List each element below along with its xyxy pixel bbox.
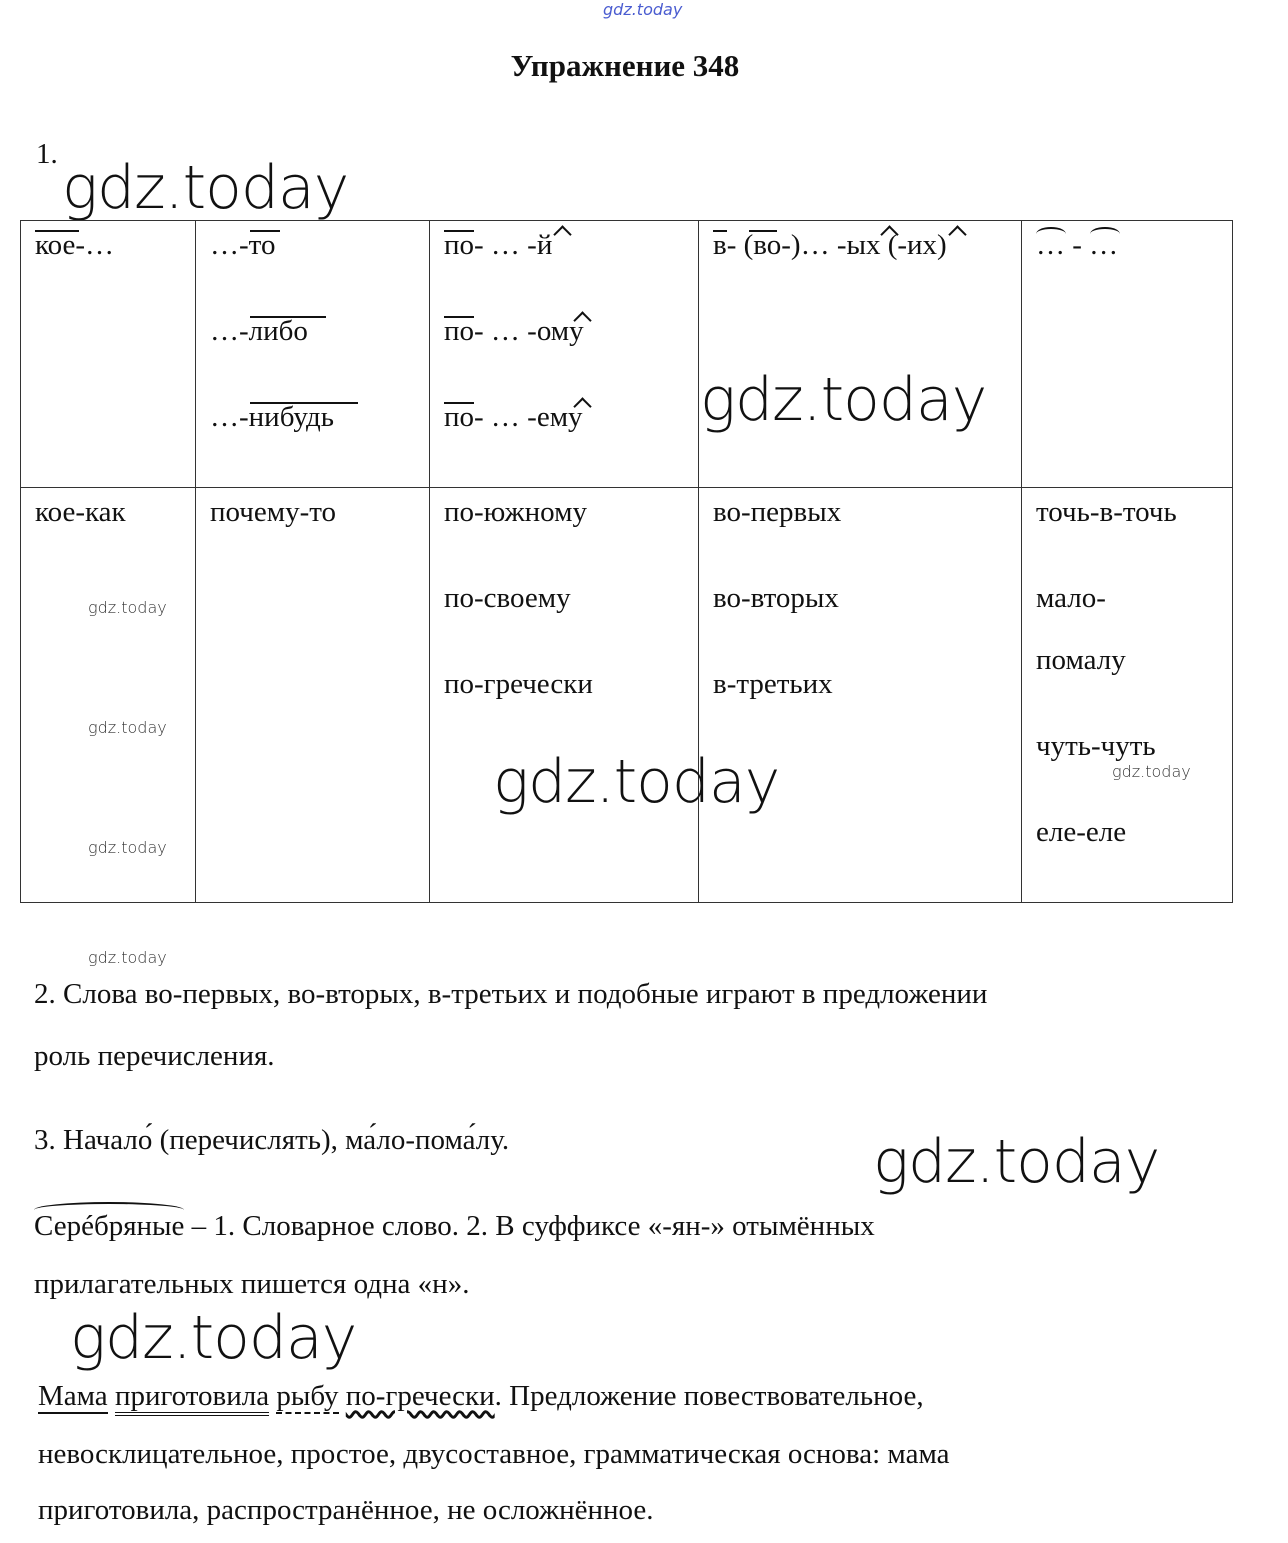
example-word: чуть-чуть bbox=[1036, 730, 1156, 762]
table-row-examples bbox=[21, 488, 1233, 903]
adverbial: по-гречески bbox=[345, 1380, 495, 1412]
subject: Мама bbox=[38, 1380, 108, 1412]
scheme bbox=[713, 225, 947, 265]
scheme bbox=[35, 225, 114, 265]
scheme bbox=[210, 225, 275, 265]
scheme-text: …-либо bbox=[210, 315, 308, 347]
watermark: gdz.today bbox=[603, 0, 683, 19]
watermark: gdz.today bbox=[88, 948, 167, 967]
scheme-text: кое-… bbox=[35, 229, 114, 261]
scheme bbox=[444, 397, 583, 437]
watermark: gdz.today bbox=[62, 153, 349, 223]
scheme-text: по- … -й bbox=[444, 229, 553, 261]
scheme bbox=[444, 225, 552, 265]
page-title: Упражнение 348 bbox=[510, 48, 740, 83]
example-word: по-южному bbox=[444, 496, 587, 528]
example-word: мало- bbox=[1036, 582, 1106, 614]
explanation: – 1. Словарное слово. 2. В суффиксе «-ян-» отымённых bbox=[184, 1210, 875, 1242]
example-word: по-своему bbox=[444, 582, 571, 614]
scheme-cell bbox=[21, 221, 196, 488]
example-word: еле-еле bbox=[1036, 816, 1127, 848]
watermark: gdz.today bbox=[1112, 762, 1191, 781]
scheme-text: по- … -ему bbox=[444, 401, 583, 433]
sentence-line2: невосклицательное, простое, двусоставное, грамматическая основа: мама bbox=[38, 1438, 950, 1470]
example-word: в-третьих bbox=[713, 668, 833, 700]
scheme-text: по- … -ому bbox=[444, 315, 584, 347]
example-word: почему-то bbox=[210, 496, 337, 528]
sentence-line3: приготовила, распространённое, не осложнённое. bbox=[38, 1494, 654, 1526]
scheme-cell bbox=[699, 221, 1022, 488]
sentence-rest: . Предложение повествовательное, bbox=[494, 1380, 924, 1412]
word-serebryanye: Серéбряные bbox=[34, 1210, 185, 1242]
scheme-text: …-нибудь bbox=[210, 401, 335, 433]
example-cell bbox=[699, 488, 1022, 903]
part2-line2: роль перечисления. bbox=[34, 1040, 275, 1072]
watermark: gdz.today bbox=[873, 1127, 1160, 1197]
scheme-cell bbox=[196, 221, 430, 488]
example-word: во-первых bbox=[713, 496, 842, 528]
scheme-text: … - … bbox=[1036, 229, 1119, 261]
scheme bbox=[1036, 225, 1118, 265]
watermark: gdz.today bbox=[493, 747, 780, 817]
example-cell bbox=[196, 488, 430, 903]
example-word: по-гречески bbox=[444, 668, 593, 700]
sentence-line1 bbox=[38, 1380, 924, 1413]
watermark: gdz.today bbox=[700, 365, 987, 435]
serebryanye-line1 bbox=[34, 1210, 875, 1243]
predicate: приготовила bbox=[115, 1380, 269, 1416]
scheme-cell bbox=[1022, 221, 1233, 488]
scheme-text: в- (во-)… -ых (-их) bbox=[713, 229, 947, 261]
scheme bbox=[444, 311, 584, 351]
example-word: кое-как bbox=[35, 496, 126, 528]
scheme-cell bbox=[430, 221, 699, 488]
watermark: gdz.today bbox=[70, 1303, 357, 1373]
part1-label: 1. bbox=[36, 138, 58, 170]
serebryanye-line2: прилагательных пишется одна «н». bbox=[34, 1268, 470, 1300]
part3: 3. Начало́ (перечислять), ма́ло-пома́лу. bbox=[34, 1124, 510, 1156]
part2-line1: 2. Слова во-первых, во-вторых, в-третьих и подобные играют в предложении bbox=[34, 978, 988, 1010]
watermark: gdz.today bbox=[88, 718, 167, 737]
example-word: помалу bbox=[1036, 644, 1126, 676]
watermark: gdz.today bbox=[88, 838, 167, 857]
example-word: во-вторых bbox=[713, 582, 839, 614]
watermark: gdz.today bbox=[88, 598, 167, 617]
scheme-text: …-то bbox=[210, 229, 276, 261]
scheme bbox=[210, 397, 334, 437]
object: рыбу bbox=[276, 1380, 339, 1412]
scheme bbox=[210, 311, 308, 351]
example-word: точь-в-точь bbox=[1036, 496, 1177, 528]
example-cell bbox=[1022, 488, 1233, 903]
table-row-schemes bbox=[21, 221, 1233, 488]
example-cell bbox=[430, 488, 699, 903]
